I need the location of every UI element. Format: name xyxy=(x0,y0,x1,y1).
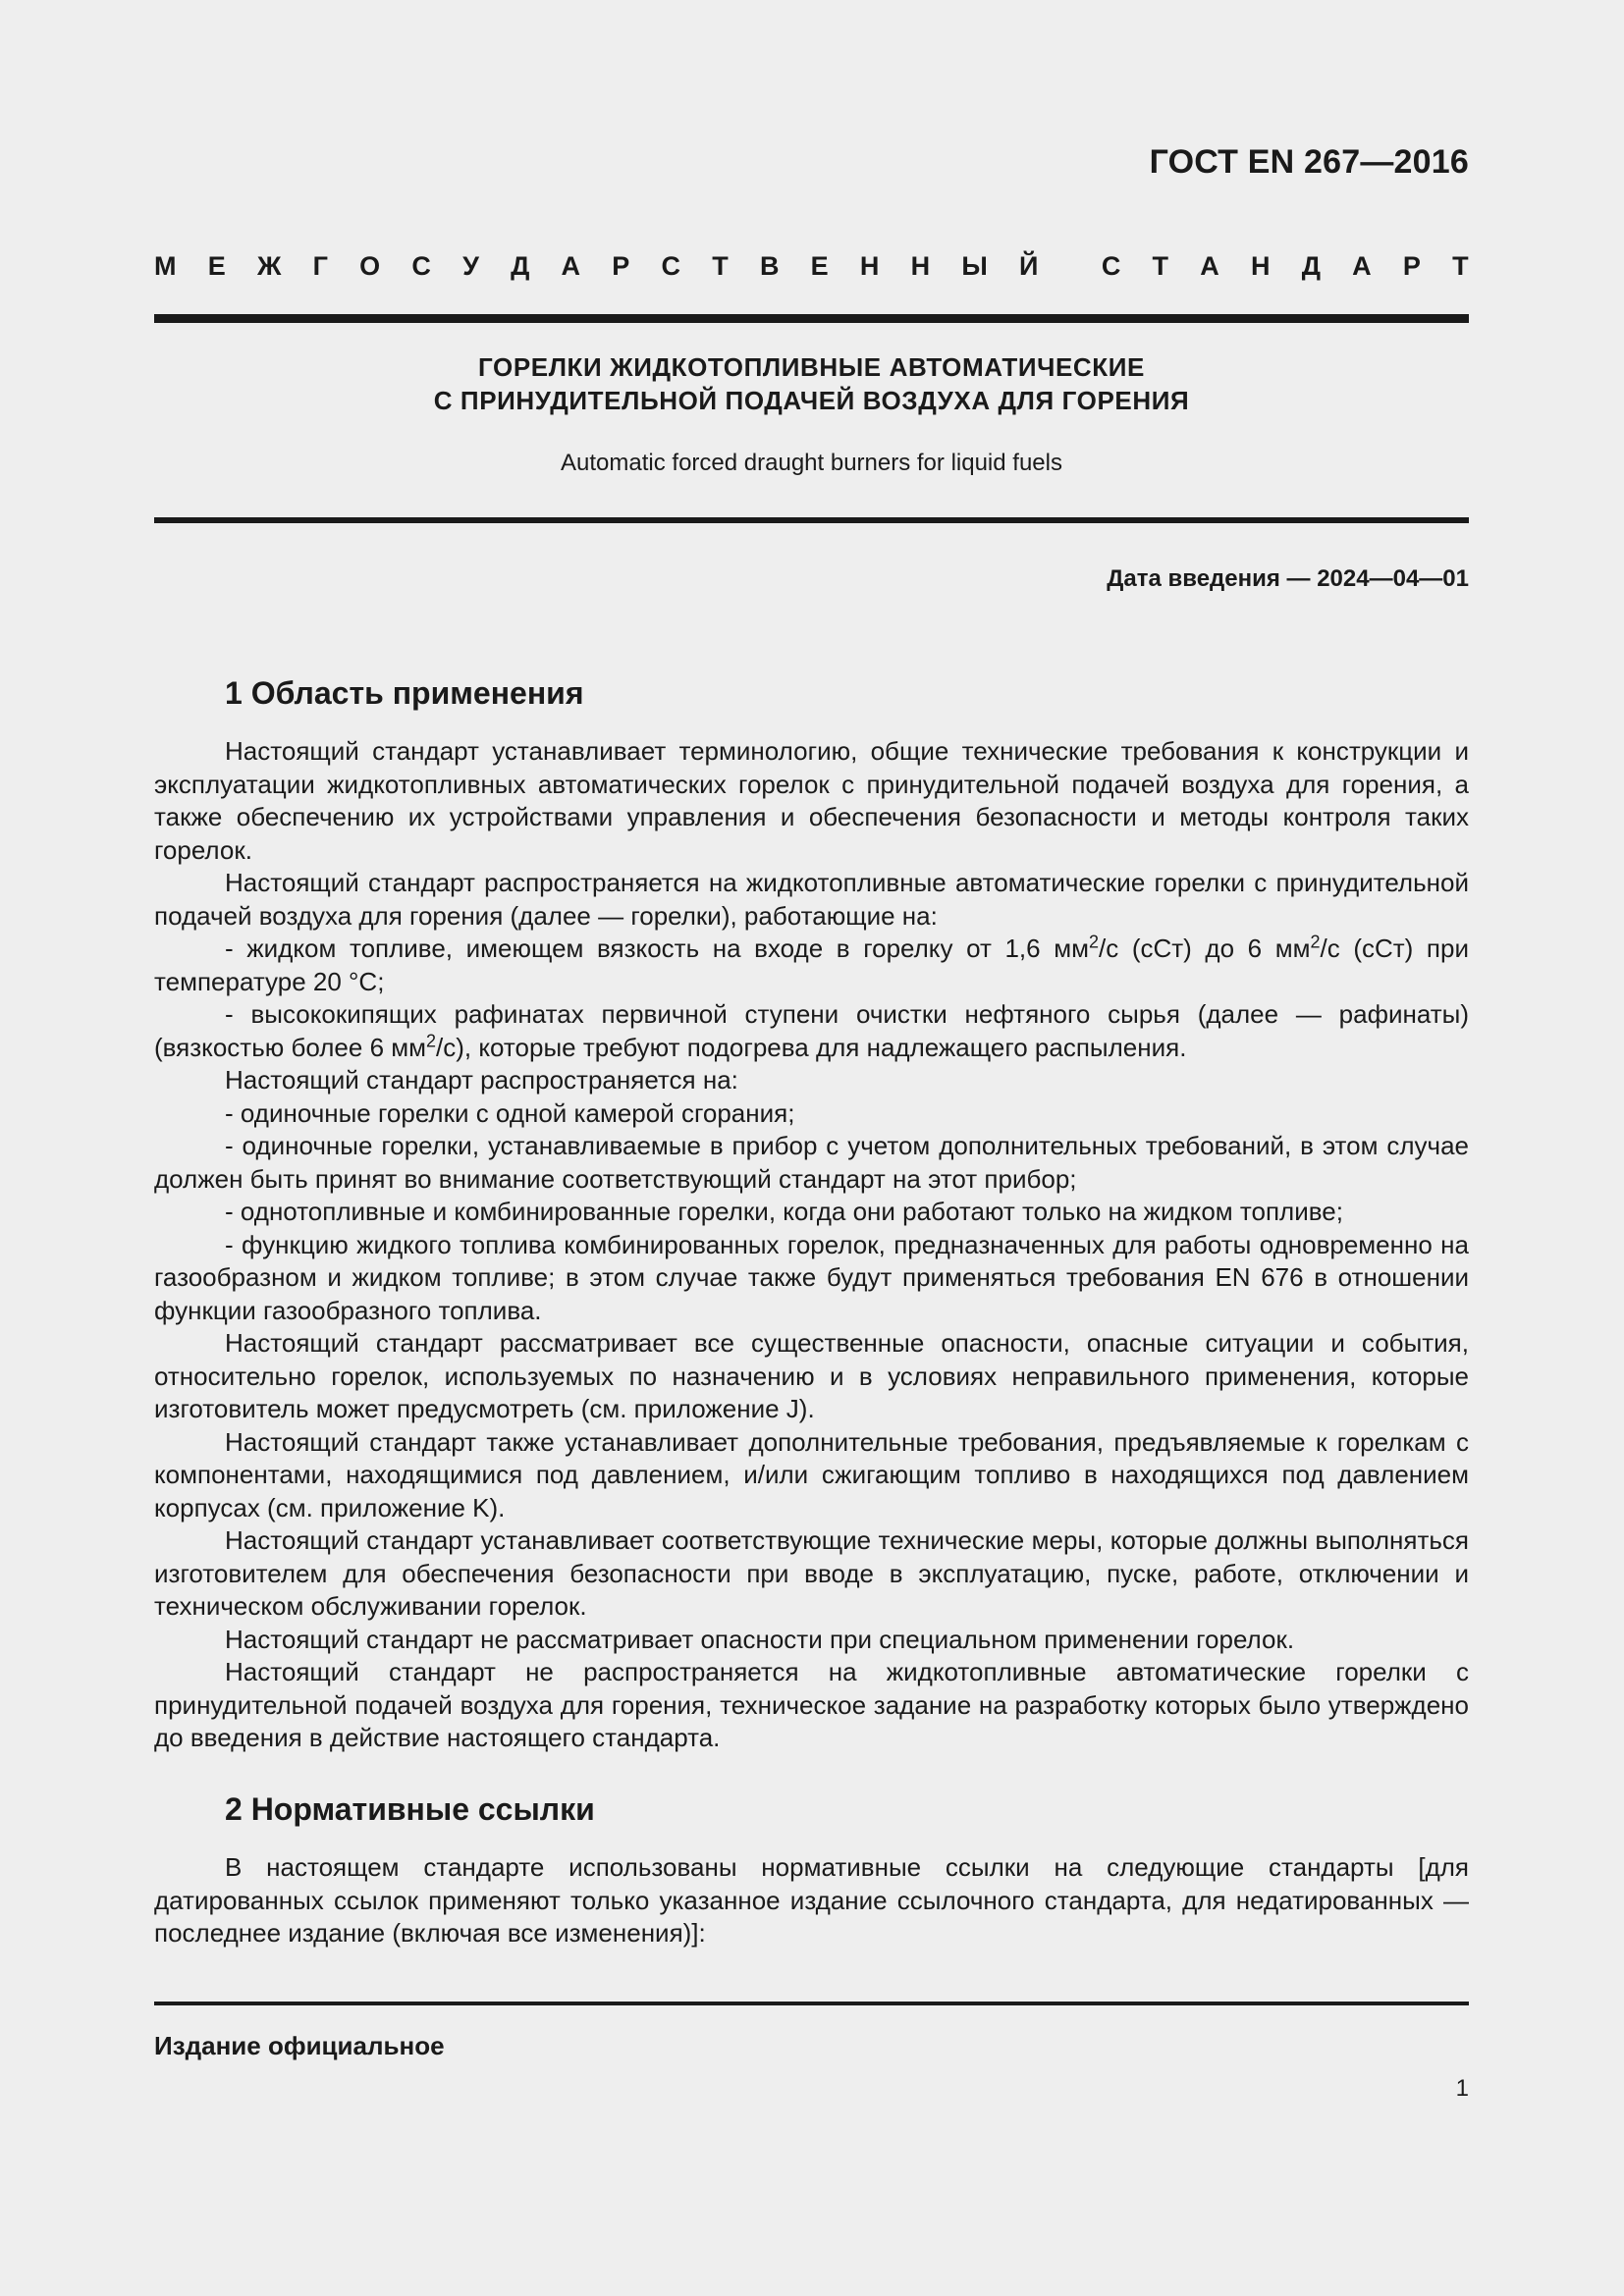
interstate-letter: Ж xyxy=(256,251,282,281)
interstate-letter: В xyxy=(759,251,780,281)
interstate-letter: А xyxy=(561,251,581,281)
section-2-body xyxy=(154,1851,1469,1950)
paragraph: Настоящий стандарт устанавливает терминологию, общие технические требования к конструкции и эксплуатации жидкотопливных автоматических горелок с принудительной подачей воздуха для горения, а также обеспечению их устройствами управления и обеспечения безопасности и методы контроля таких горелок. xyxy=(154,736,1469,865)
paragraph: Настоящий стандарт не распространяется на жидкотопливные автоматические горелки с принудительной подачей воздуха для горения, техническое задание на разработку которых было утверждено до введения в действие настоящего стандарта. xyxy=(154,1657,1469,1752)
english-title: Automatic forced draught burners for liquid fuels xyxy=(561,450,1062,476)
paragraph: Настоящий стандарт не рассматривает опасности при специальном применении горелок. xyxy=(225,1624,1295,1654)
superscript: 2 xyxy=(1310,932,1321,952)
interstate-letter: Т xyxy=(1452,251,1469,281)
title-line-2: С ПРИНУДИТЕЛЬНОЙ ПОДАЧЕЙ ВОЗДУХА ДЛЯ ГОРЕНИЯ xyxy=(433,386,1190,415)
interstate-letter: С xyxy=(411,251,431,281)
section-1-heading: 1 Область применения xyxy=(225,675,584,711)
page-number: 1 xyxy=(1455,2075,1469,2102)
interstate-letter: А xyxy=(1200,251,1219,281)
standard-title xyxy=(154,350,1469,417)
interstate-letter: Д xyxy=(511,251,530,281)
interstate-letter: С xyxy=(1101,251,1121,281)
interstate-letter: Н xyxy=(859,251,880,281)
interstate-letter: А xyxy=(1352,251,1372,281)
interstate-letter: М xyxy=(154,251,177,281)
section-2-heading: 2 Нормативные ссылки xyxy=(225,1791,595,1827)
interstate-letter: Н xyxy=(1250,251,1271,281)
interstate-letter: Н xyxy=(910,251,931,281)
interstate-letter: Т xyxy=(712,251,729,281)
interstate-letter: Е xyxy=(810,251,829,281)
header-rule-bottom xyxy=(154,517,1469,523)
paragraph: - функцию жидкого топлива комбинированных горелок, предназначенных для работы одновременно на газообразном и жидком топливе; в этом случае также будут применяться требования EN 676 в отношении функции газообразного топлива. xyxy=(154,1229,1469,1325)
paragraph: Настоящий стандарт также устанавливает дополнительные требования, предъявляемые к горелкам с компонентами, находящимися под давлением, и/или сжигающим топливо в находящихся под давлением корпусах (см. приложение K). xyxy=(154,1426,1469,1522)
interstate-letter: Р xyxy=(1402,251,1421,281)
interstate-letter: Е xyxy=(207,251,226,281)
paragraph: Настоящий стандарт устанавливает соответствующие технические меры, которые должны выполняться изготовителем для обеспечения безопасности при вводе в эксплуатацию, пуске, работе, отключении и техническом обслуживании горелок. xyxy=(154,1525,1469,1621)
interstate-letter: Т xyxy=(1152,251,1169,281)
interstate-letter: Д xyxy=(1301,251,1321,281)
paragraph: - жидком топливе, имеющем вязкость на входе в горелку от 1,6 $мм^2/с$ (сСт) до 6 $мм^2/с$ (сСт) при температуре 20 °С; xyxy=(154,932,1469,996)
interstate-standard-heading xyxy=(154,251,1469,282)
paragraph: - высококипящих рафинатах первичной ступени очистки нефтяного сырья (далее — рафинаты) (вязкостью более 6 $мм^2/с$), которые требуют подогрева для надлежащего распыления. xyxy=(154,999,1469,1062)
interstate-letter: Ы xyxy=(961,251,988,281)
footer-rule xyxy=(154,2002,1469,2005)
official-edition-label: Издание официальное xyxy=(154,2031,445,2060)
title-line-1: ГОРЕЛКИ ЖИДКОТОПЛИВНЫЕ АВТОМАТИЧЕСКИЕ xyxy=(478,352,1145,382)
paragraph: - одиночные горелки с одной камерой сгорания; xyxy=(225,1097,795,1128)
interstate-letter: Р xyxy=(612,251,630,281)
superscript: 2 xyxy=(426,1030,437,1050)
introduction-date: Дата введения — 2024—04—01 xyxy=(1107,565,1469,592)
document-code: ГОСТ EN 267—2016 xyxy=(1149,143,1469,181)
paragraph: Настоящий стандарт распространяется на жидкотопливные автоматические горелки с принудительной подачей воздуха для горения (далее — горелки), работающие на: xyxy=(154,868,1469,931)
paragraph: - однотопливные и комбинированные горелки, когда они работают только на жидком топливе; xyxy=(225,1197,1343,1226)
header-rule-top xyxy=(154,314,1469,323)
paragraph: В настоящем стандарте использованы нормативные ссылки на следующие стандарты [для датированных ссылок применяют только указанное издание ссылочного стандарта, для недатированных — последнее издание (включая все изменения)]: xyxy=(154,1852,1469,1948)
section-1-body xyxy=(154,735,1469,1755)
paragraph: Настоящий стандарт распространяется на: xyxy=(225,1065,738,1095)
interstate-letter: У xyxy=(462,251,479,281)
interstate-letter: Й xyxy=(1018,251,1039,281)
interstate-letter: С xyxy=(661,251,680,281)
interstate-letter: О xyxy=(359,251,381,281)
paragraph: - одиночные горелки, устанавливаемые в прибор с учетом дополнительных требований, в этом случае должен быть принят во внимание соответствующий стандарт на этот прибор; xyxy=(154,1131,1469,1194)
interstate-letter: Г xyxy=(312,251,328,281)
superscript: 2 xyxy=(1088,932,1099,952)
paragraph: Настоящий стандарт рассматривает все существенные опасности, опасные ситуации и события, относительно горелок, используемых по назначению и в условиях неправильного применения, которые изготовитель может предусмотреть (см. приложение J). xyxy=(154,1328,1469,1423)
